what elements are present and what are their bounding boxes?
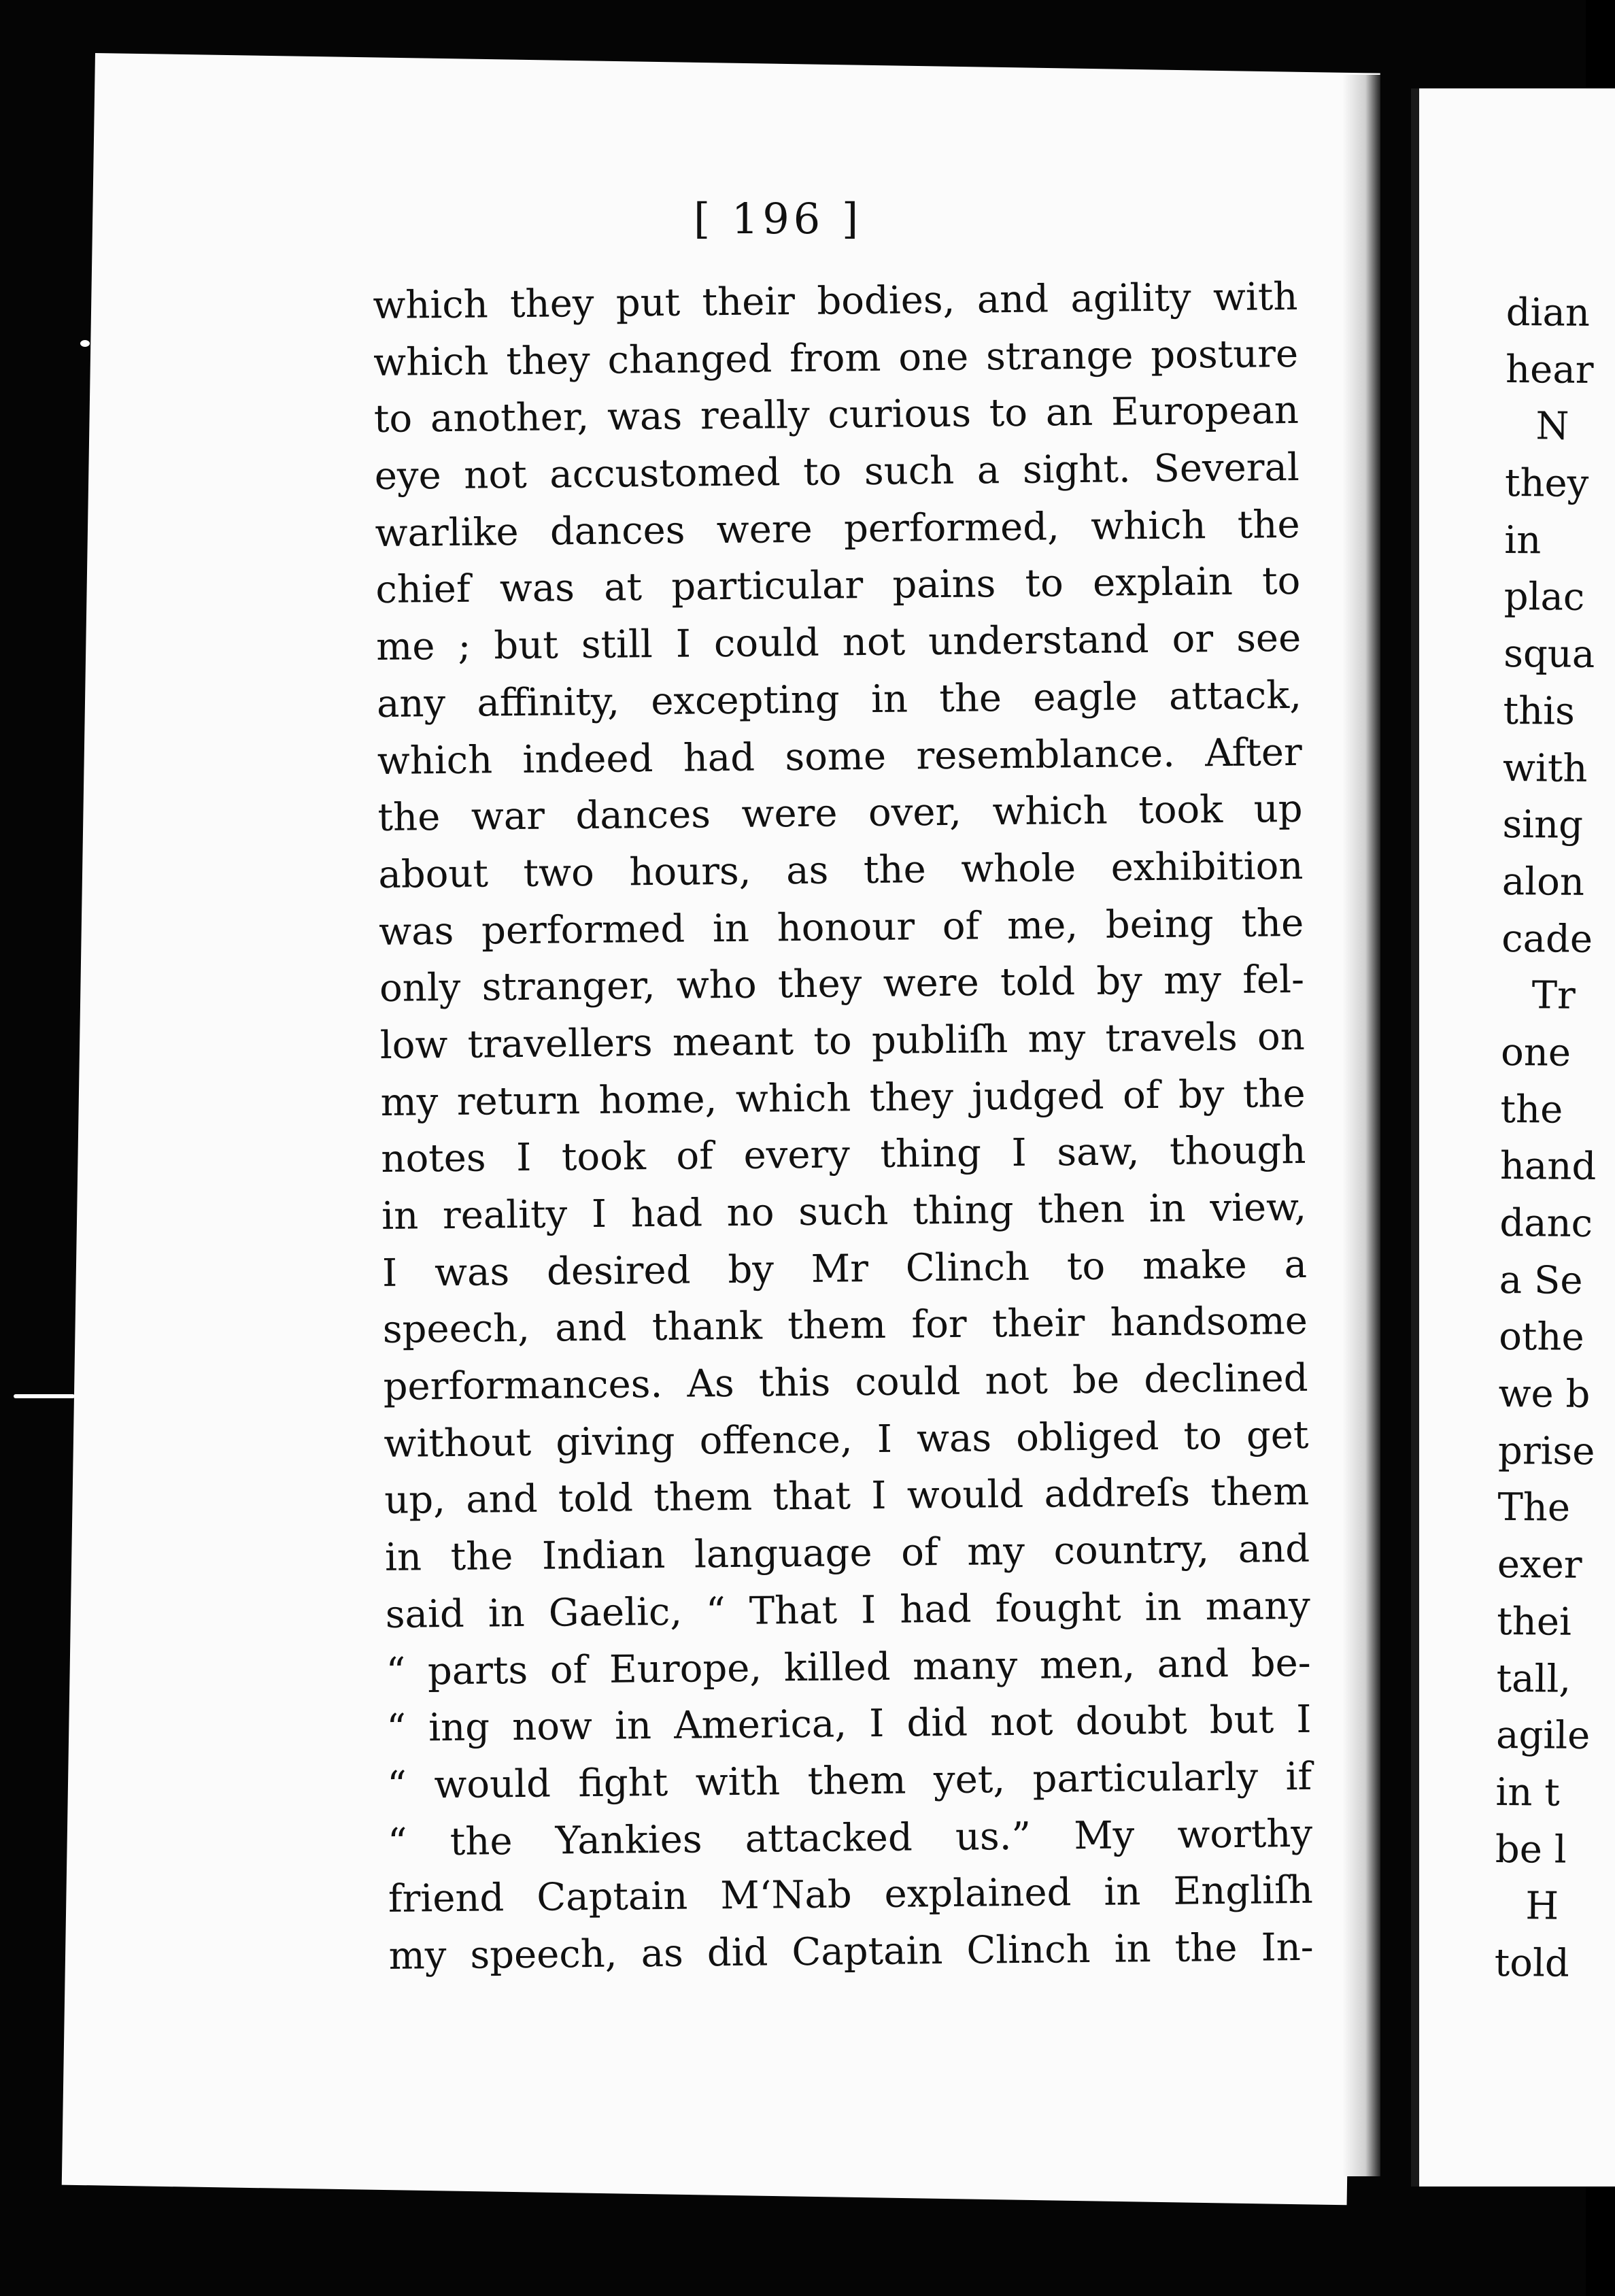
text-line: up, and told them that I would addreſs them xyxy=(384,1470,1310,1523)
facing-text-line: N xyxy=(1535,404,1569,450)
facing-text-line: told xyxy=(1494,1940,1569,1986)
text-line: the war dances were over, which took up xyxy=(377,787,1303,841)
facing-text-line: hear xyxy=(1505,347,1594,392)
text-line: only stranger, who they were told by my fel- xyxy=(379,958,1305,1011)
facing-text-line: cade xyxy=(1501,916,1593,962)
facing-text-line: this xyxy=(1503,688,1576,734)
facing-text-line: squa xyxy=(1503,632,1595,677)
facing-text-line: one xyxy=(1500,1030,1571,1075)
text-line: which they put their bodies, and agility with xyxy=(373,274,1298,328)
facing-page-text-fragments xyxy=(1494,284,1597,1992)
text-line: eye not accustomed to such a sight. Several xyxy=(374,445,1300,499)
text-line: warlike dances were performed, which the xyxy=(375,502,1300,556)
text-line: low travellers meant to publiſh my travels on xyxy=(379,1014,1306,1068)
facing-text-line: hand xyxy=(1499,1144,1597,1189)
page-gutter-shadow xyxy=(1343,75,1380,2176)
text-line: my speech, as did Captain Clinch in the In- xyxy=(388,1925,1314,1978)
facing-text-line: in xyxy=(1504,518,1542,563)
facing-text-line: dian xyxy=(1506,290,1591,335)
text-line: chief was at particular pains to explain to xyxy=(375,559,1301,613)
facing-text-line: H xyxy=(1525,1884,1559,1929)
scan-speck xyxy=(80,340,90,347)
facing-text-line: The xyxy=(1497,1485,1571,1531)
text-line: said in Gaelic, “ That I had fought in many xyxy=(385,1583,1311,1637)
facing-text-line: exer xyxy=(1497,1542,1582,1587)
page-number-header: [ 196 ] xyxy=(694,194,863,243)
text-line: in the Indian language of my country, and xyxy=(384,1526,1310,1581)
facing-text-line: be l xyxy=(1495,1827,1567,1872)
text-line: any affinity, excepting in the eagle attack, xyxy=(376,673,1302,726)
facing-text-line: we b xyxy=(1498,1372,1591,1417)
facing-text-line: in t xyxy=(1495,1770,1561,1815)
text-line: I was desired by Mr Clinch to make a xyxy=(381,1242,1308,1296)
facing-text-line: the xyxy=(1500,1087,1563,1132)
text-line: notes I took of every thing I saw, though xyxy=(381,1128,1306,1182)
text-line: “ would fight with them yet, particularly if xyxy=(386,1754,1312,1808)
facing-text-line: a Se xyxy=(1499,1257,1583,1303)
facing-text-line: plac xyxy=(1503,575,1585,620)
facing-text-line: they xyxy=(1504,461,1589,506)
facing-text-line: prise xyxy=(1497,1428,1595,1474)
facing-text-line: agile xyxy=(1495,1713,1591,1759)
facing-text-line: tall, xyxy=(1496,1656,1571,1702)
scan-speck xyxy=(14,1394,75,1398)
text-line: speech, and thank them for their handsome xyxy=(382,1299,1308,1353)
text-line: which indeed had some resemblance. After xyxy=(377,730,1303,783)
text-line: performances. As this could not be declined xyxy=(383,1355,1308,1409)
text-line: “ ing now in America, I did not doubt but I xyxy=(386,1698,1312,1751)
text-line: “ the Yankies attacked us.” My worthy xyxy=(387,1811,1313,1865)
text-line: without giving offence, I was obliged to get xyxy=(384,1413,1309,1466)
text-line: “ parts of Europe, killed many men, and be- xyxy=(386,1640,1311,1694)
facing-text-line: thei xyxy=(1497,1599,1572,1644)
text-line: was performed in honour of me, being the xyxy=(378,900,1304,954)
facing-text-line: othe xyxy=(1498,1315,1584,1360)
text-line: me ; but still I could not understand or see xyxy=(375,616,1302,670)
body-text xyxy=(373,269,1314,1985)
facing-text-line: sing xyxy=(1502,803,1584,847)
text-line: to another, was really curious to an European xyxy=(373,388,1299,442)
text-line: friend Captain M‘Nab explained in Engliſh xyxy=(388,1868,1314,1922)
facing-text-line: Tr xyxy=(1531,973,1576,1018)
text-line: in reality I had no such thing then in view, xyxy=(381,1185,1307,1238)
text-line: my return home, which they judged of by the xyxy=(380,1071,1306,1125)
facing-text-line: alon xyxy=(1501,859,1585,905)
text-line: about two hours, as the whole exhibition xyxy=(378,843,1304,897)
text-line: which they changed from one strange posture xyxy=(373,331,1299,385)
facing-text-line: with xyxy=(1502,745,1588,791)
facing-text-line: danc xyxy=(1499,1200,1593,1246)
